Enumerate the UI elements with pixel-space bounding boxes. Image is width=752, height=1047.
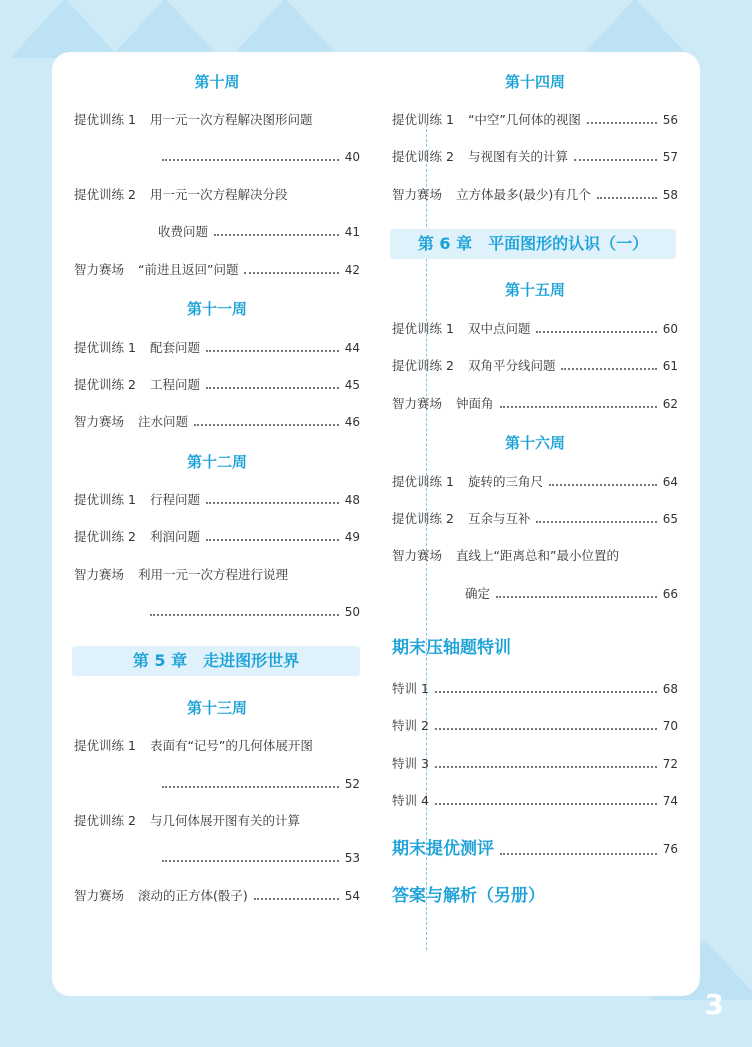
toc-entry[interactable]: 智力赛场 立方体最多(最少)有几个 58 <box>392 187 678 202</box>
toc-entry-continued[interactable]: 52 <box>74 775 360 793</box>
toc-entry[interactable]: 智力赛场 滚动的正方体(骰子) 54 <box>74 888 360 903</box>
toc-entry[interactable]: 提优训练 1 配套问题 44 <box>74 340 360 355</box>
toc-entry-continued[interactable]: 收费问题 41 <box>158 224 360 239</box>
toc-entry[interactable]: 提优训练 2 用一元一次方程解决分段 <box>74 187 288 202</box>
week-heading: 第十一周 <box>186 300 247 318</box>
toc-entry-continued[interactable]: 50 <box>74 603 360 621</box>
toc-entry-continued[interactable]: 40 <box>74 148 360 166</box>
toc-entry[interactable]: 智力赛场 钟面角 62 <box>392 396 678 411</box>
week-heading: 第十二周 <box>186 453 247 471</box>
week-heading: 第十五周 <box>504 281 565 299</box>
section-heading[interactable]: 答案与解析（另册） <box>392 886 545 906</box>
toc-card <box>52 52 700 996</box>
toc-entry[interactable]: 特训 3 72 <box>392 756 678 771</box>
section-heading[interactable]: 期末压轴题特训 <box>392 638 511 658</box>
toc-entry[interactable]: 提优训练 2 互余与互补 65 <box>392 511 678 526</box>
toc-entry[interactable]: 提优训练 1 双中点问题 60 <box>392 321 678 336</box>
page-number: 3 <box>704 988 724 1021</box>
toc-entry[interactable]: 特训 4 74 <box>392 793 678 808</box>
background-decoration <box>580 0 690 58</box>
section-heading[interactable]: 期末提优测评 76 <box>392 839 678 859</box>
toc-entry[interactable]: 提优训练 1 行程问题 48 <box>74 492 360 507</box>
week-heading: 第十周 <box>194 73 240 91</box>
toc-entry[interactable]: 提优训练 1 表面有“记号”的几何体展开图 <box>74 738 313 753</box>
chapter-heading[interactable]: 第 5 章 走进图形世界 <box>72 646 360 676</box>
week-heading: 第十六周 <box>504 434 565 452</box>
toc-entry[interactable]: 提优训练 1 用一元一次方程解决图形问题 <box>74 112 313 127</box>
toc-entry[interactable]: 智力赛场 直线上“距离总和”最小位置的 <box>392 548 619 563</box>
toc-entry[interactable]: 提优训练 2 与几何体展开图有关的计算 <box>74 813 300 828</box>
toc-entry[interactable]: 提优训练 1 旋转的三角尺 64 <box>392 474 678 489</box>
week-heading: 第十四周 <box>504 73 565 91</box>
background-decoration <box>10 0 120 58</box>
toc-entry[interactable]: 提优训练 2 工程问题 45 <box>74 377 360 392</box>
toc-entry[interactable]: 提优训练 2 双角平分线问题 61 <box>392 358 678 373</box>
toc-entry-continued[interactable]: 53 <box>74 849 360 867</box>
toc-entry-continued[interactable]: 确定 66 <box>465 586 678 601</box>
toc-entry[interactable]: 智力赛场 “前进且返回”问题 42 <box>74 262 360 277</box>
toc-entry[interactable]: 智力赛场 注水问题 46 <box>74 414 360 429</box>
toc-entry[interactable]: 提优训练 1 “中空”几何体的视图 56 <box>392 112 678 127</box>
background-decoration <box>110 0 220 58</box>
chapter-heading[interactable]: 第 6 章 平面图形的认识（一） <box>390 229 676 259</box>
toc-entry[interactable]: 特训 2 70 <box>392 718 678 733</box>
toc-entry[interactable]: 提优训练 2 利润问题 49 <box>74 529 360 544</box>
toc-entry[interactable]: 智力赛场 利用一元一次方程进行说理 <box>74 567 289 582</box>
week-heading: 第十三周 <box>186 699 247 717</box>
toc-entry[interactable]: 提优训练 2 与视图有关的计算 57 <box>392 149 678 164</box>
toc-entry[interactable]: 特训 1 68 <box>392 681 678 696</box>
background-decoration <box>230 0 340 58</box>
